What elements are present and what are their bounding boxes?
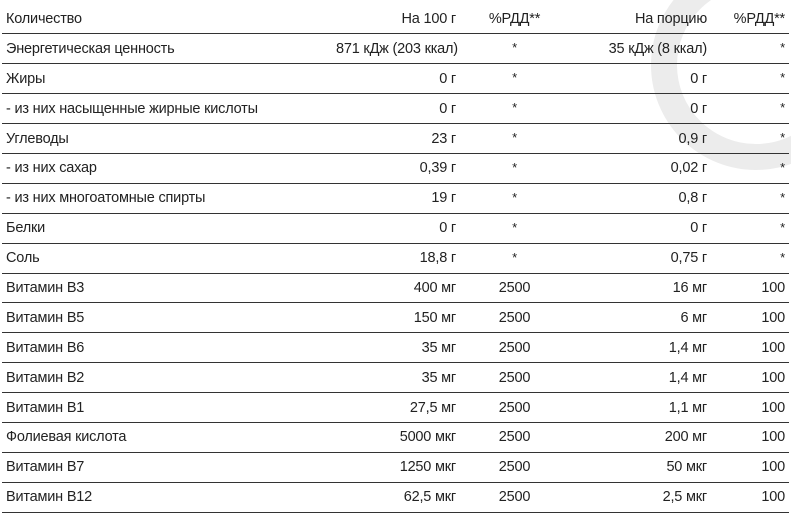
rda-value-2: * [717,64,789,94]
per-100g-value: 35 мг [332,333,466,363]
rda-value-1: * [466,64,549,94]
nutrient-name: Витамин В3 [2,273,332,303]
rda-value-1: 2500 [466,393,549,423]
per-100g-value: 62,5 мкг [332,482,466,512]
per-serving-value: 1,4 мг [549,363,717,393]
rda-value-1: 2500 [466,273,549,303]
table-row [2,303,789,333]
rda-value-1: * [466,124,549,154]
rda-value-1: * [466,183,549,213]
header-rda-1: %РДД** [466,4,549,34]
nutrient-name: Углеводы [2,124,332,154]
nutrient-name: - из них насыщенные жирные кислоты [2,94,332,124]
per-serving-value: 200 мг [549,422,717,452]
rda-value-2: 100 [717,482,789,512]
nutrient-name: Соль [2,243,332,273]
rda-value-2: 100 [717,333,789,363]
table-header-row [2,4,789,34]
per-100g-value: 400 мг [332,273,466,303]
per-100g-value: 5000 мкг [332,422,466,452]
per-serving-value: 0,8 г [549,183,717,213]
per-serving-value: 0 г [549,94,717,124]
rda-value-1: 2500 [466,482,549,512]
nutrient-name: Витамин В6 [2,333,332,363]
table-row [2,94,789,124]
rda-value-1: 2500 [466,452,549,482]
table-row [2,64,789,94]
per-serving-value: 35 кДж (8 ккал) [549,34,717,64]
nutrient-name: Витамин В2 [2,363,332,393]
nutrient-name: Жиры [2,64,332,94]
per-serving-value: 6 мг [549,303,717,333]
per-100g-value: 871 кДж (203 ккал) [332,34,466,64]
rda-value-1: 2500 [466,303,549,333]
nutrient-name: Витамин В7 [2,452,332,482]
rda-value-1: 2500 [466,422,549,452]
table-row [2,273,789,303]
nutrient-name: Белки [2,213,332,243]
rda-value-1: 2500 [466,363,549,393]
per-100g-value: 0 г [332,213,466,243]
per-100g-value: 0 г [332,94,466,124]
rda-value-2: 100 [717,273,789,303]
per-100g-value: 23 г [332,124,466,154]
table-row [2,363,789,393]
table-row [2,482,789,512]
rda-value-2: 100 [717,452,789,482]
header-per-serving: На порцию [549,4,717,34]
rda-value-1: * [466,34,549,64]
per-serving-value: 0,9 г [549,124,717,154]
per-100g-value: 1250 мкг [332,452,466,482]
rda-value-2: 100 [717,363,789,393]
table-row [2,393,789,423]
per-100g-value: 35 мг [332,363,466,393]
per-serving-value: 2,5 мкг [549,482,717,512]
table-body [2,34,789,512]
nutrient-name: - из них многоатомные спирты [2,183,332,213]
per-100g-value: 150 мг [332,303,466,333]
header-per-100g: На 100 г [332,4,466,34]
per-100g-value: 0 г [332,64,466,94]
rda-value-2: * [717,183,789,213]
header-quantity: Количество [2,4,332,34]
per-serving-value: 1,1 мг [549,393,717,423]
per-100g-value: 27,5 мг [332,393,466,423]
rda-value-1: * [466,153,549,183]
per-100g-value: 18,8 г [332,243,466,273]
rda-value-2: 100 [717,393,789,423]
per-serving-value: 1,4 мг [549,333,717,363]
rda-value-1: 2500 [466,333,549,363]
table-row [2,34,789,64]
per-100g-value: 0,39 г [332,153,466,183]
rda-value-2: * [717,213,789,243]
table-row [2,452,789,482]
per-serving-value: 0,02 г [549,153,717,183]
rda-value-1: * [466,213,549,243]
table-row [2,153,789,183]
nutrient-name: Витамин В12 [2,482,332,512]
table-row [2,422,789,452]
nutrition-table [2,4,789,513]
per-serving-value: 0 г [549,213,717,243]
rda-value-2: 100 [717,303,789,333]
rda-value-1: * [466,94,549,124]
nutrient-name: Витамин В5 [2,303,332,333]
rda-value-2: * [717,34,789,64]
nutrient-name: Фолиевая кислота [2,422,332,452]
table-row [2,124,789,154]
table-row [2,213,789,243]
rda-value-2: * [717,94,789,124]
rda-value-2: * [717,124,789,154]
per-serving-value: 0,75 г [549,243,717,273]
rda-value-1: * [466,243,549,273]
table-row [2,333,789,363]
per-serving-value: 0 г [549,64,717,94]
nutrient-name: - из них сахар [2,153,332,183]
rda-value-2: * [717,153,789,183]
rda-value-2: * [717,243,789,273]
per-serving-value: 50 мкг [549,452,717,482]
rda-value-2: 100 [717,422,789,452]
nutrient-name: Энергетическая ценность [2,34,332,64]
per-serving-value: 16 мг [549,273,717,303]
header-rda-2: %РДД** [717,4,789,34]
table-row [2,243,789,273]
nutrient-name: Витамин В1 [2,393,332,423]
table-row [2,183,789,213]
per-100g-value: 19 г [332,183,466,213]
